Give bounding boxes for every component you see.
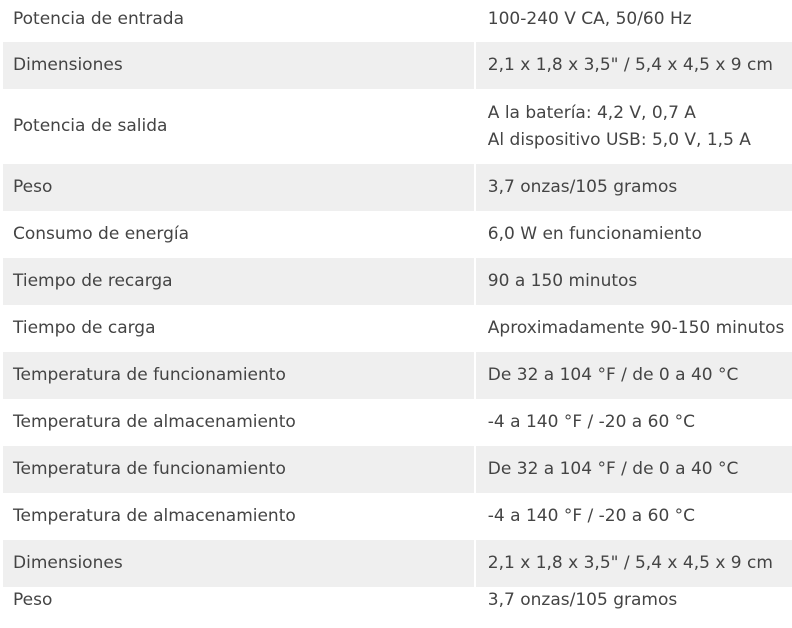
spec-label: Temperatura de almacenamiento <box>13 506 296 526</box>
spec-row <box>3 493 792 540</box>
spec-value: De 32 a 104 °F / de 0 a 40 °C <box>476 352 792 399</box>
spec-row <box>3 89 792 164</box>
spec-row <box>3 0 792 42</box>
spec-value: 3,7 onzas/105 gramos <box>487 590 678 610</box>
spec-row <box>3 446 792 493</box>
spec-label: Temperatura de funcionamiento <box>3 446 474 493</box>
spec-value: 6,0 W en funcionamiento <box>487 224 702 244</box>
spec-label: Peso <box>13 590 53 610</box>
spec-table <box>3 0 792 620</box>
spec-row <box>3 211 792 258</box>
spec-label: Dimensiones <box>3 42 474 89</box>
spec-label: Temperatura de funcionamiento <box>3 352 474 399</box>
spec-label: Tiempo de carga <box>13 318 156 338</box>
spec-label: Temperatura de almacenamiento <box>13 412 296 432</box>
spec-value: 2,1 x 1,8 x 3,5" / 5,4 x 4,5 x 9 cm <box>476 540 792 587</box>
spec-value: -4 a 140 °F / -20 a 60 °C <box>487 506 696 526</box>
spec-value: 2,1 x 1,8 x 3,5" / 5,4 x 4,5 x 9 cm <box>476 42 792 89</box>
spec-row <box>3 587 792 620</box>
spec-row <box>3 42 792 89</box>
spec-value-line: A la batería: 4,2 V, 0,7 A <box>487 102 696 123</box>
spec-row <box>3 305 792 352</box>
spec-row <box>3 258 792 305</box>
spec-row <box>3 399 792 446</box>
spec-value: -4 a 140 °F / -20 a 60 °C <box>487 412 696 432</box>
spec-label: Potencia de salida <box>13 116 168 136</box>
spec-label: Potencia de entrada <box>13 9 185 29</box>
spec-label: Dimensiones <box>3 540 474 587</box>
spec-row <box>3 164 792 211</box>
spec-value: 100-240 V CA, 50/60 Hz <box>487 9 692 29</box>
spec-row <box>3 540 792 587</box>
spec-value: 90 a 150 minutos <box>476 258 792 305</box>
spec-value: 3,7 onzas/105 gramos <box>476 164 792 211</box>
spec-value-line: Al dispositivo USB: 5,0 V, 1,5 A <box>487 129 751 150</box>
spec-value: De 32 a 104 °F / de 0 a 40 °C <box>476 446 792 493</box>
spec-label: Tiempo de recarga <box>3 258 474 305</box>
spec-label: Peso <box>3 164 474 211</box>
spec-value: Aproximadamente 90-150 minutos <box>487 318 785 338</box>
spec-label: Consumo de energía <box>13 224 190 244</box>
spec-row <box>3 352 792 399</box>
spec-value <box>476 89 792 164</box>
